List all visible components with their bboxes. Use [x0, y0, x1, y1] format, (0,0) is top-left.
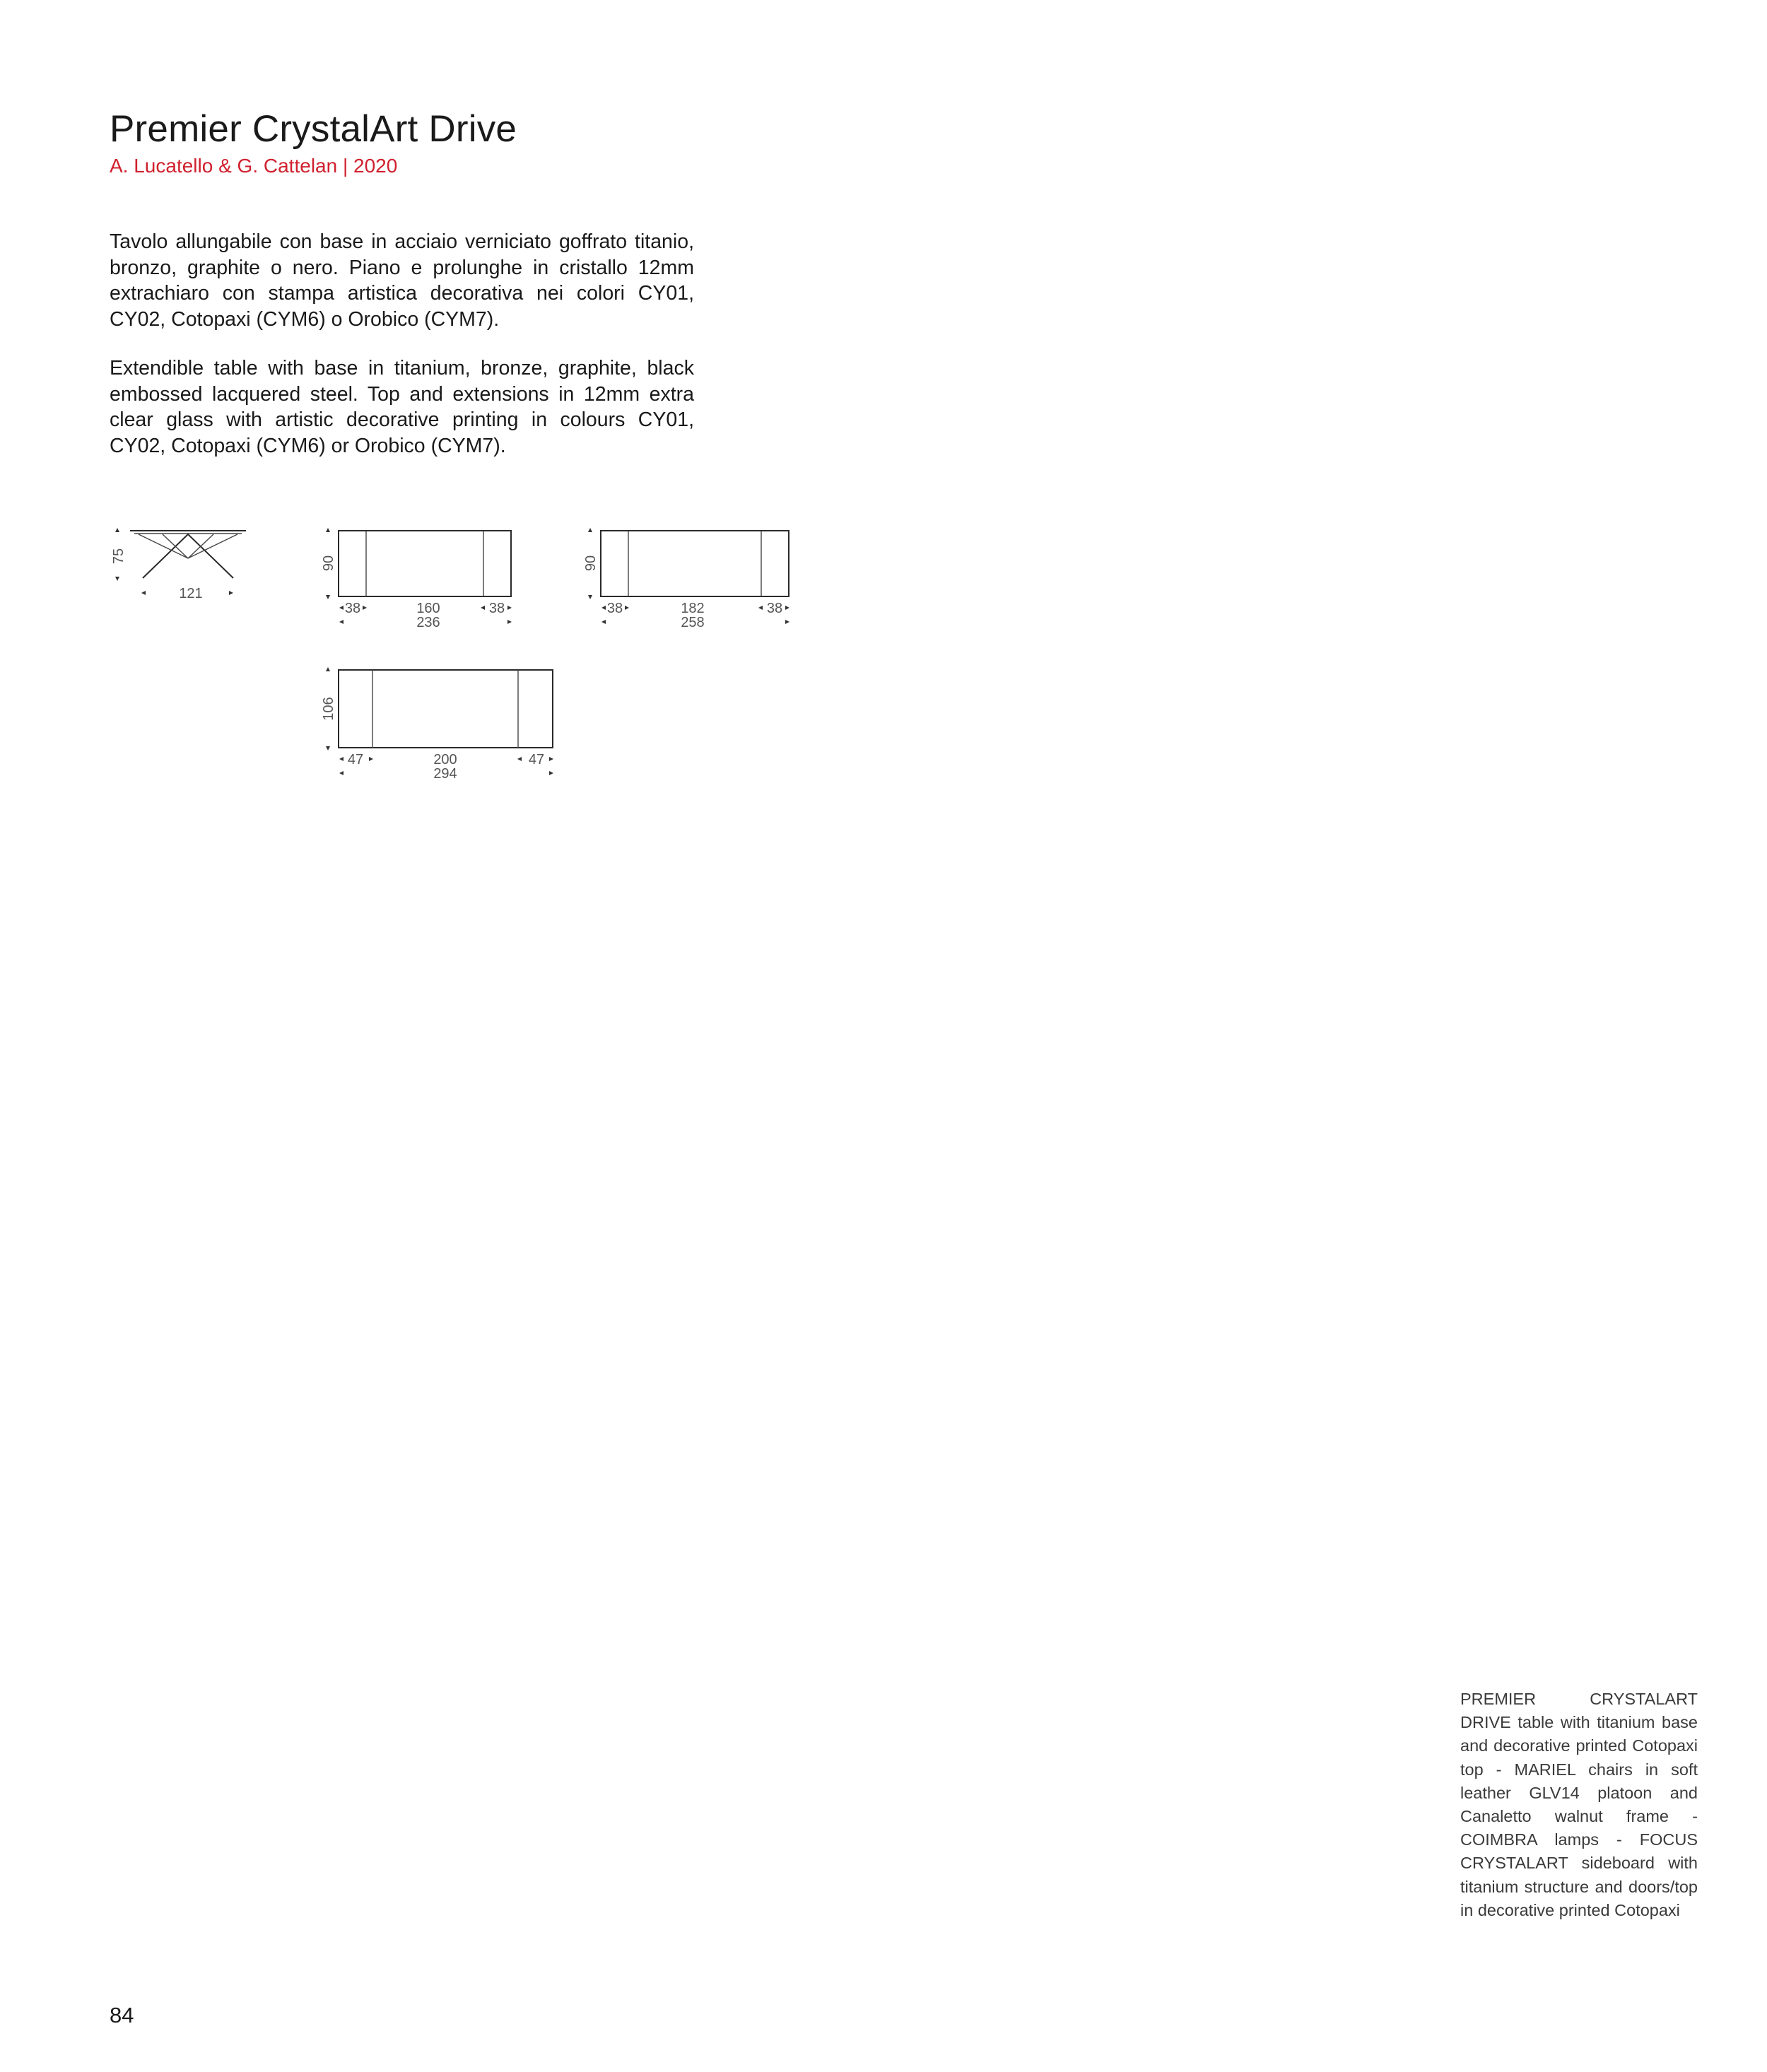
- side-view-height-label: 75: [111, 548, 127, 565]
- arrow-left: [339, 771, 344, 775]
- arrow-right: [785, 620, 789, 624]
- arrow-up: [115, 528, 119, 532]
- arrow-right: [507, 620, 512, 624]
- arrow-right: [549, 757, 553, 761]
- arrow-left: [758, 606, 763, 610]
- arrow-left: [481, 606, 485, 610]
- plan-236-right-ext-label: 38: [488, 601, 505, 616]
- photo-caption: PREMIER CRYSTALART DRIVE table with titanium base and decorative printed Cotopaxi top - MARIEL chairs in soft leather GLV14 platoon and Canaletto walnut frame - COIMBRA lamps - FOCUS CRYSTALART sideboard with titanium structure and doors/top in decorative printed Cotopaxi: [1460, 1690, 1698, 1919]
- plan-236-outline: [339, 531, 511, 596]
- side-view-drawing: [111, 528, 246, 601]
- plan-236-left-ext-label: 38: [344, 601, 361, 616]
- arrow-left: [141, 591, 146, 595]
- description-english: Extendible table with base in titanium, bronze, graphite, black embossed lacquered steel. Top and extensions in 12mm extra clear glass with artistic decorative printing in colours CY01, CY02, Cotopaxi (CYM6) or Orobico (CYM7).: [110, 357, 694, 457]
- plan-258-outline: [601, 531, 789, 596]
- side-view-leg-inner-left: [163, 534, 188, 558]
- arrow-right: [625, 606, 629, 610]
- plan-258-left-ext-label: 38: [606, 601, 623, 616]
- side-view-leg-outer: [143, 534, 233, 578]
- page-title: Premier CrystalArt Drive: [110, 108, 517, 150]
- arrow-left: [339, 757, 344, 761]
- plan-drawing-294: [321, 667, 553, 782]
- arrow-left: [339, 606, 344, 610]
- arrow-up: [588, 528, 592, 532]
- arrow-right: [507, 606, 512, 610]
- arrow-down: [115, 577, 119, 581]
- arrow-up: [326, 528, 330, 532]
- arrow-right: [369, 757, 373, 761]
- plan-236-center-label: 160: [416, 601, 440, 616]
- arrow-left: [339, 620, 344, 624]
- arrow-right: [229, 591, 233, 595]
- plan-294-depth-label: 106: [321, 697, 336, 721]
- side-view-width-label: 121: [179, 586, 203, 601]
- plan-294-left-ext-label: 47: [347, 752, 364, 767]
- plan-258-depth-label: 90: [583, 555, 599, 572]
- plan-294-center-label: 200: [433, 752, 457, 767]
- arrow-down: [326, 595, 330, 599]
- plan-258-total-label: 258: [681, 615, 705, 630]
- plan-294-outline: [339, 670, 553, 748]
- arrow-left: [601, 606, 606, 610]
- plan-drawing-258: [583, 528, 789, 630]
- arrow-down: [326, 746, 330, 750]
- plan-258-right-ext-label: 38: [766, 601, 783, 616]
- arrow-right: [363, 606, 367, 610]
- arrow-left: [601, 620, 606, 624]
- side-view-leg-brace: [139, 534, 237, 558]
- plan-236-total-label: 236: [416, 615, 440, 630]
- side-view-leg-inner-right: [188, 534, 213, 558]
- plan-236-depth-label: 90: [321, 555, 336, 572]
- plan-drawing-236: [321, 528, 512, 630]
- arrow-up: [326, 667, 330, 671]
- plan-294-total-label: 294: [433, 766, 457, 782]
- arrow-left: [517, 757, 522, 761]
- arrow-right: [549, 771, 553, 775]
- description-italian: Tavolo allungabile con base in acciaio verniciato goffrato titanio, bronzo, graphite o nero. Piano e prolunghe in cristallo 12mm extrachiaro con stampa artistica decorativa nei colori CY01, CY02, Cotopaxi (CYM6) o Orobico (CYM7).: [110, 230, 694, 331]
- arrow-down: [588, 595, 592, 599]
- arrow-right: [785, 606, 789, 610]
- plan-294-right-ext-label: 47: [528, 752, 545, 767]
- page-number: 84: [110, 2003, 134, 2027]
- plan-258-center-label: 182: [681, 601, 705, 616]
- designer-credit: A. Lucatello & G. Cattelan | 2020: [110, 155, 398, 177]
